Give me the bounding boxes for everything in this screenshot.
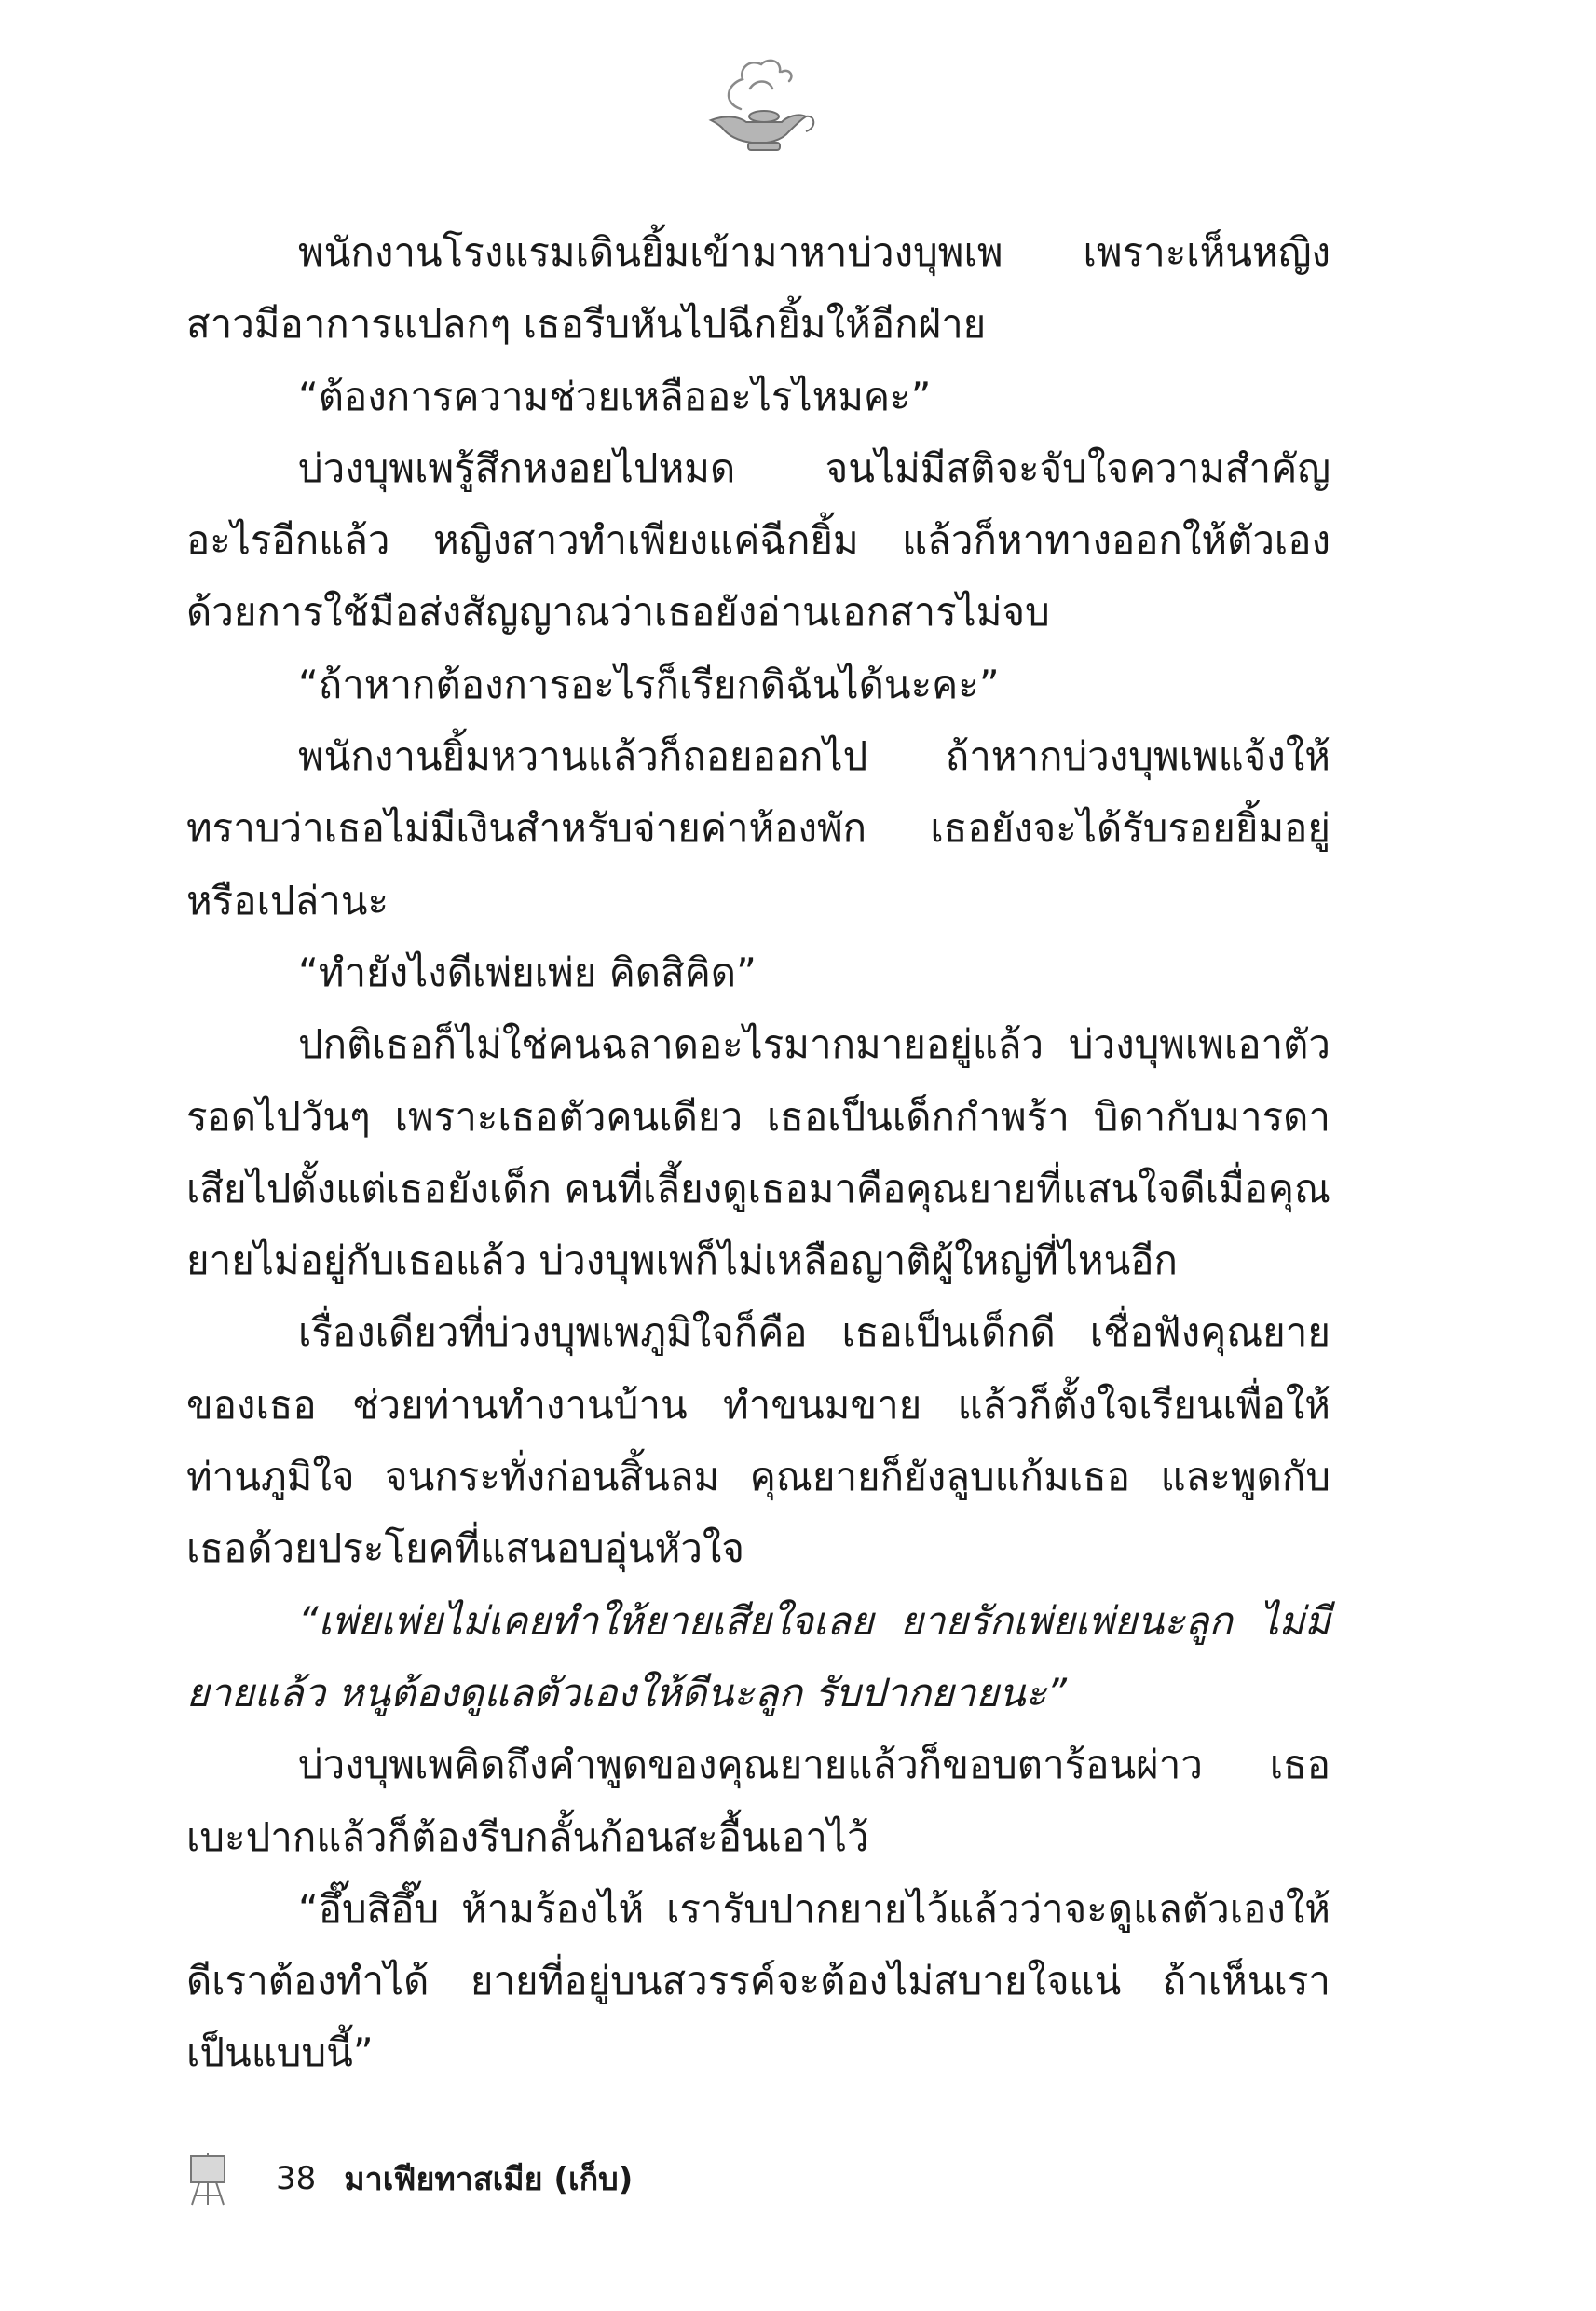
paragraph-7: ปกติเธอก็ไม่ใช่คนฉลาดอะไรมากมายอยู่แล้ว บ่วงบุพเพเอาตัวรอดไปวันๆ เพราะเธอตัวคนเดียว เธอเป็นเด็กกำพร้า บิดากับมารดาเสียไปตั้งแต่เธอยังเด็ก คนที่เลี้ยงดูเธอมาคือคุณยายที่แสนใจดีเมื่อคุณยายไม่อยู่กับเธอแล้ว บ่วงบุพเพก็ไม่เหลือญาติผู้ใหญ่ที่ไหนอีก [186,1021,1330,1284]
paragraph-11: “อึ๊บสิอึ๊บ ห้ามร้องไห้ เรารับปากยายไว้แล้วว่าจะดูแลตัวเองให้ดีเราต้องทำได้ ยายที่อยู่บนสวรรค์จะต้องไม่สบายใจแน่ ถ้าเห็นเราเป็นแบบนี้” [186,1885,1330,2076]
paragraph-5: พนักงานยิ้มหวานแล้วก็ถอยออกไป ถ้าหากบ่วงบุพเพแจ้งให้ทราบว่าเธอไม่มีเงินสำหรับจ่ายค่าห้องพัก เธอยังจะได้รับรอยยิ้มอยู่หรือเปล่านะ [186,733,1330,923]
paragraph-1: พนักงานโรงแรมเดินยิ้มเข้ามาหาบ่วงบุพเพ เพราะเห็นหญิงสาวมีอาการแปลกๆ เธอรีบหันไปฉีกยิ้มให้อีกฝ่าย [186,229,1330,348]
genie-lamp-icon [685,51,825,163]
paragraph-2: “ต้องการความช่วยเหลืออะไรไหมคะ” [298,373,932,419]
paragraph-9: “เพ่ยเพ่ยไม่เคยทำให้ยายเสียใจเลย ยายรักเพ่ยเพ่ยนะลูก ไม่มียายแล้ว หนูต้องดูแลตัวเองให้ดีนะลูก รับปากยายนะ” [186,1597,1330,1716]
paragraph-3: บ่วงบุพเพรู้สึกหงอยไปหมด จนไม่มีสติจะจับใจความสำคัญอะไรอีกแล้ว หญิงสาวทำเพียงแค่ฉีกยิ้ม แล้วก็หาทางออกให้ตัวเองด้วยการใช้มือส่งสัญญาณว่าเธอยังอ่านเอกสารไม่จบ [186,444,1330,636]
page-number: 38 [276,2160,317,2197]
paragraph-4: “ถ้าหากต้องการอะไรก็เรียกดิฉันได้นะคะ” [298,661,1000,707]
paragraph-6: “ทำยังไงดีเพ่ยเพ่ย คิดสิคิด” [298,949,757,995]
easel-icon [186,2151,229,2207]
page-footer [186,2151,633,2207]
body-text [186,216,1330,2089]
paragraph-8: เรื่องเดียวที่บ่วงบุพเพภูมิใจก็คือ เธอเป็นเด็กดี เชื่อฟังคุณยายของเธอ ช่วยท่านทำงานบ้าน ทำขนมขาย แล้วก็ตั้งใจเรียนเพื่อให้ท่านภูมิใจ จนกระทั่งก่อนสิ้นลม คุณยายก็ยังลูบแก้มเธอ และพูดกับเธอด้วยประโยคที่แสนอบอุ่นหัวใจ [186,1309,1330,1572]
book-title: มาเฟียทาสเมีย (เก็บ) [344,2161,634,2198]
paragraph-10: บ่วงบุพเพคิดถึงคำพูดของคุณยายแล้วก็ขอบตาร้อนผ่าว เธอเบะปากแล้วก็ต้องรีบกลั้นก้อนสะอื้นเอาไว้ [186,1742,1330,1860]
